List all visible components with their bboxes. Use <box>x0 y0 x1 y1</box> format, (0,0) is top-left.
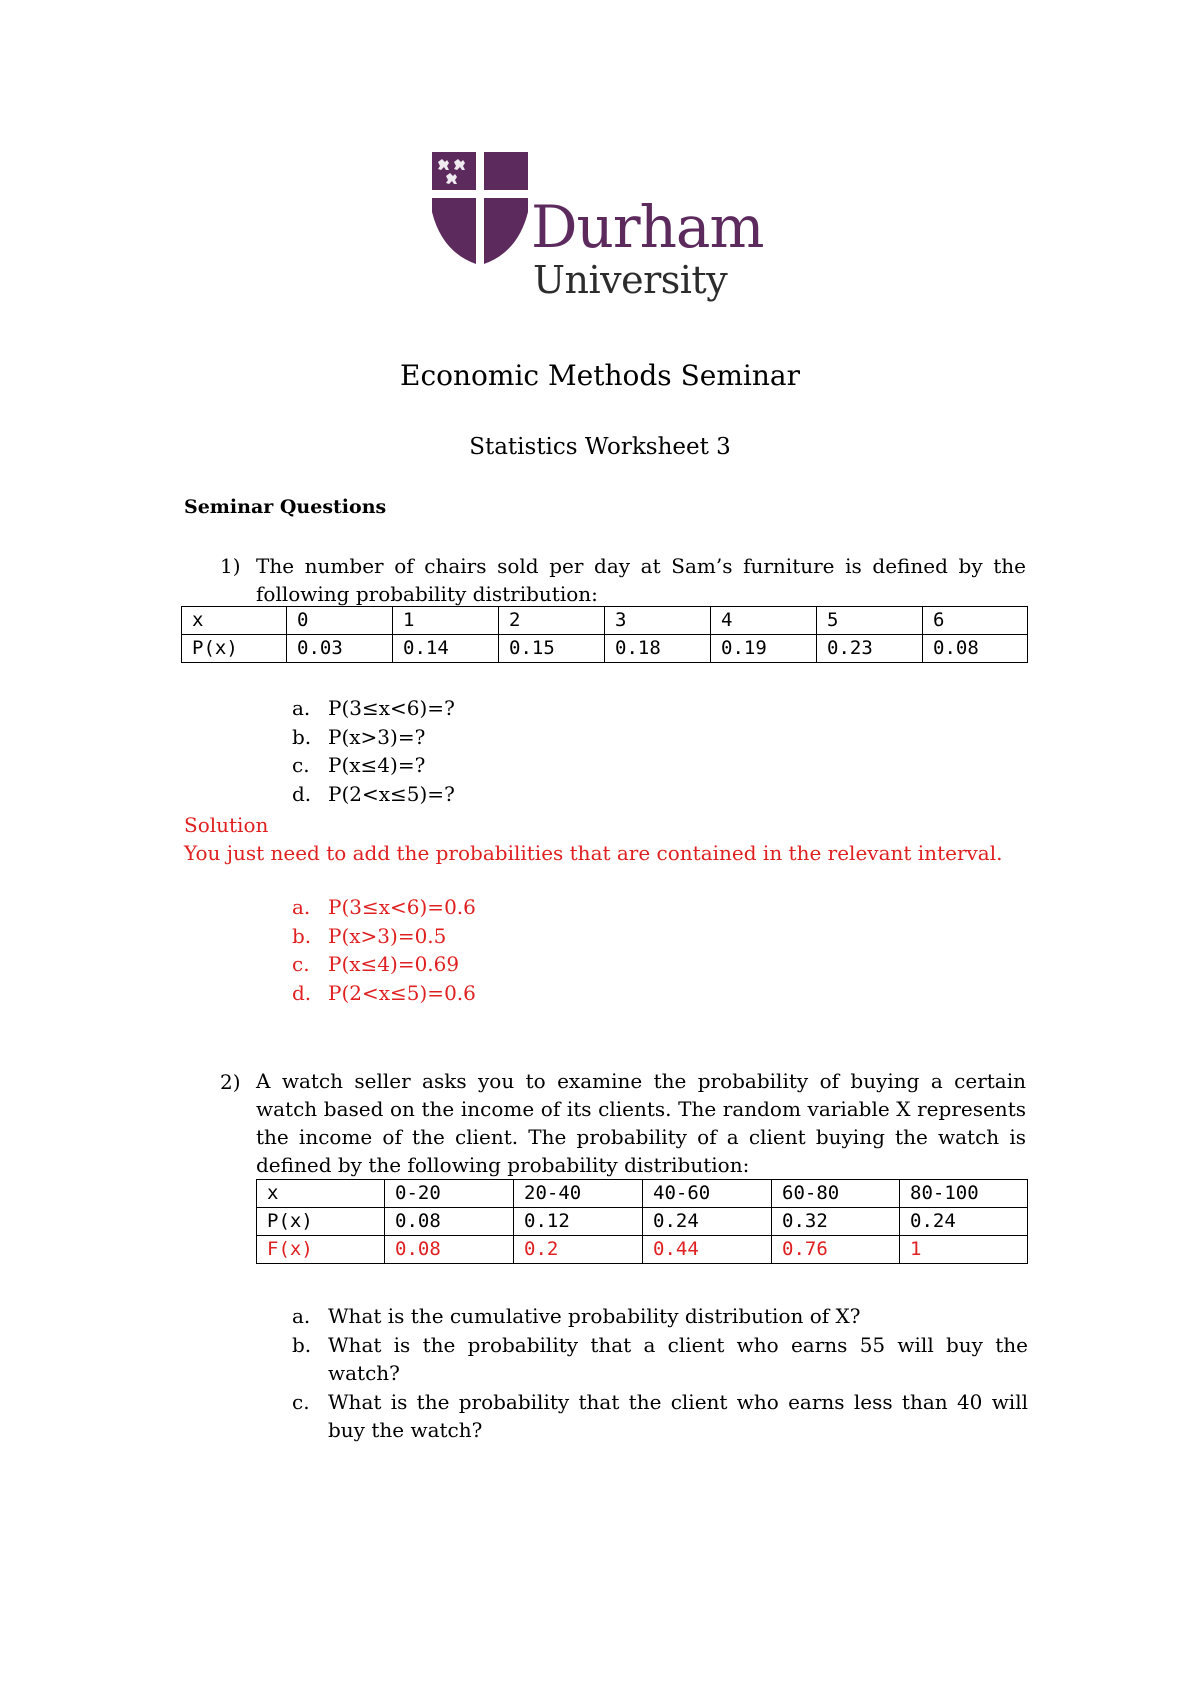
part-letter: a. <box>292 696 311 720</box>
table-cell: x <box>182 607 287 635</box>
table-cell: 0.12 <box>514 1208 643 1236</box>
table-cell: 0.18 <box>605 635 711 663</box>
chairs-distribution-table <box>181 606 1028 663</box>
list-item <box>292 893 992 922</box>
question-1-number: 1) <box>220 554 241 578</box>
seminar-title: Economic Methods Seminar <box>400 359 800 392</box>
list-item <box>292 979 992 1008</box>
question-1-answers <box>292 893 992 1007</box>
list-item <box>292 780 992 809</box>
logo-wordmark-durham: Durham <box>531 193 764 261</box>
part-text: What is the cumulative probability distribution of X? <box>328 1304 861 1328</box>
durham-shield-icon <box>432 152 528 264</box>
table-cell: 0.08 <box>385 1236 514 1264</box>
table-row <box>257 1236 1028 1264</box>
table-cell: 60-80 <box>772 1180 900 1208</box>
part-letter: b. <box>292 724 312 749</box>
part-text: P(x>3)=? <box>328 724 426 749</box>
durham-university-logo <box>432 152 792 312</box>
answer-letter: c. <box>292 952 310 976</box>
table-cell: 0.23 <box>817 635 923 663</box>
part-letter: a. <box>292 1304 311 1328</box>
logo-wordmark-university: University <box>533 258 728 302</box>
part-text: P(2<x≤5)=? <box>328 781 455 806</box>
table-cell: 0.24 <box>900 1208 1028 1236</box>
part-letter: d. <box>292 781 312 806</box>
solution-text: You just need to add the probabilities that are contained in the relevant interval. <box>184 841 1003 865</box>
table-cell: 0.19 <box>711 635 817 663</box>
watch-distribution-table <box>256 1179 1028 1264</box>
answer-letter: d. <box>292 980 312 1005</box>
table-cell: F(x) <box>257 1236 385 1264</box>
part-letter: c. <box>292 753 310 777</box>
table-cell: 2 <box>499 607 605 635</box>
section-heading: Seminar Questions <box>184 496 387 518</box>
answer-text: P(2<x≤5)=0.6 <box>328 980 476 1005</box>
table-cell: 0-20 <box>385 1180 514 1208</box>
table-cell: P(x) <box>182 635 287 663</box>
answer-letter: a. <box>292 895 311 919</box>
table-cell: 0.32 <box>772 1208 900 1236</box>
question-2-parts <box>292 1302 1028 1445</box>
table-cell: 0.03 <box>287 635 393 663</box>
answer-text: P(x≤4)=0.69 <box>328 952 460 976</box>
table-cell: 1 <box>393 607 499 635</box>
list-item <box>292 1388 1028 1445</box>
list-item <box>292 751 992 780</box>
table-cell: P(x) <box>257 1208 385 1236</box>
table-cell: x <box>257 1180 385 1208</box>
part-text: P(3≤x<6)=? <box>328 696 455 720</box>
list-item <box>292 1331 1028 1388</box>
list-item <box>292 723 992 752</box>
worksheet-title: Statistics Worksheet 3 <box>469 434 731 460</box>
question-1-text: The number of chairs sold per day at Sam’s furniture is defined by the following probability distribution: <box>256 554 1026 606</box>
question-1-parts <box>292 694 992 808</box>
solution-label: Solution <box>184 813 269 837</box>
part-text: What is the probability that the client who earns less than 40 will buy the watch? <box>328 1389 1028 1442</box>
table-cell: 0.15 <box>499 635 605 663</box>
answer-letter: b. <box>292 923 312 948</box>
table-row <box>257 1180 1028 1208</box>
list-item <box>292 694 992 723</box>
table-cell: 1 <box>900 1236 1028 1264</box>
question-2-text: A watch seller asks you to examine the probability of buying a certain watch based on the income of its clients. The random variable X represents the income of the client. The probability of a client buying the watch is defined by the following probability distribution: <box>256 1069 1026 1177</box>
part-text: What is the probability that a client who earns 55 will buy the watch? <box>328 1332 1028 1385</box>
list-item <box>292 1302 1028 1331</box>
table-cell: 0.08 <box>923 635 1028 663</box>
table-cell: 0 <box>287 607 393 635</box>
table-cell: 0.08 <box>385 1208 514 1236</box>
list-item <box>292 922 992 951</box>
table-cell: 20-40 <box>514 1180 643 1208</box>
table-cell: 0.14 <box>393 635 499 663</box>
table-cell: 0.76 <box>772 1236 900 1264</box>
table-cell: 0.2 <box>514 1236 643 1264</box>
table-cell: 4 <box>711 607 817 635</box>
table-cell: 0.24 <box>643 1208 772 1236</box>
table-cell: 5 <box>817 607 923 635</box>
answer-text: P(x>3)=0.5 <box>328 923 447 948</box>
question-2-number: 2) <box>220 1070 241 1094</box>
table-row <box>182 607 1028 635</box>
table-cell: 40-60 <box>643 1180 772 1208</box>
table-row <box>182 635 1028 663</box>
part-letter: c. <box>292 1389 310 1414</box>
table-cell: 80-100 <box>900 1180 1028 1208</box>
part-letter: b. <box>292 1332 312 1357</box>
table-cell: 0.44 <box>643 1236 772 1264</box>
table-row <box>257 1208 1028 1236</box>
list-item <box>292 950 992 979</box>
table-cell: 3 <box>605 607 711 635</box>
part-text: P(x≤4)=? <box>328 753 426 777</box>
answer-text: P(3≤x<6)=0.6 <box>328 895 476 919</box>
table-cell: 6 <box>923 607 1028 635</box>
